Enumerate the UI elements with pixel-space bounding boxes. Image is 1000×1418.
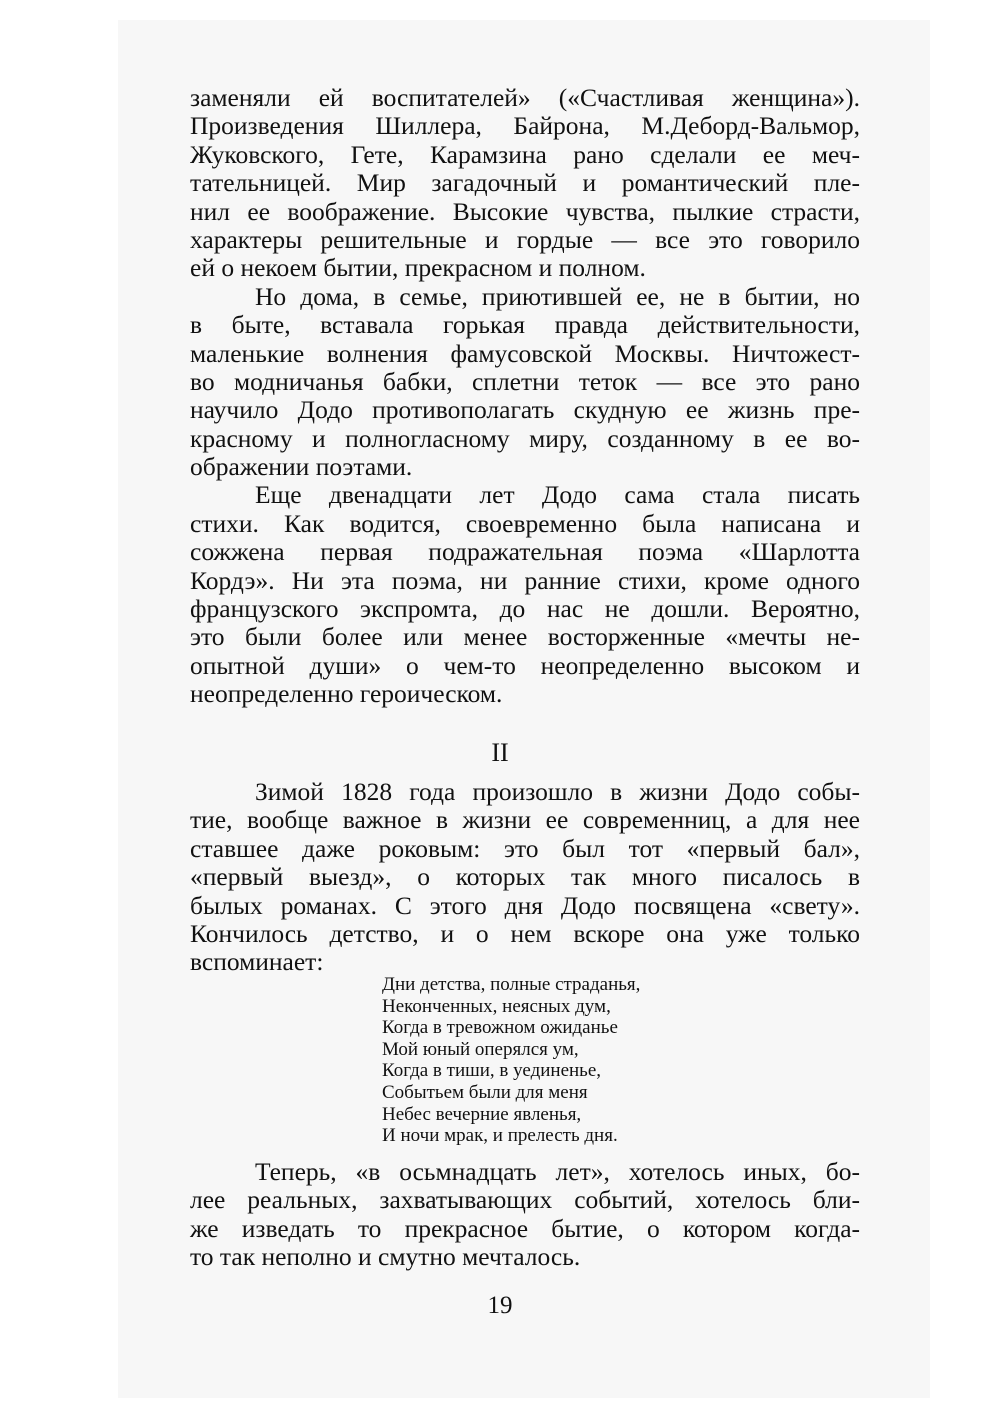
poem-quote — [382, 974, 640, 1147]
text-line: тательницей. Мир загадочный и романтический пле- — [190, 168, 860, 198]
text-line: Но дома, в семье, приютившей ее, не в бытии, но — [255, 281, 860, 311]
paragraph-1 — [190, 84, 860, 283]
poem-line: Дни детства, полные страданья, — [382, 974, 641, 995]
text-line: сожжена первая подражательная поэма «Шарлотта — [190, 537, 860, 567]
paragraph-3 — [190, 481, 860, 708]
poem-line: И ночи мрак, и прелесть дня. — [382, 1125, 618, 1147]
poem-line: Небес вечерние явленья, — [382, 1103, 582, 1125]
text-line: научило Додо противополагать скудную ее жизнь пре- — [190, 395, 860, 425]
paragraph-2 — [190, 283, 860, 482]
text-line: стихи. Как водится, своевременно была написана и — [190, 508, 860, 538]
text-line: ей о некоем бытии, прекрасном и полном. — [190, 253, 646, 283]
text-line: тие, вообще важное в жизни ее современниц, а для нее — [190, 805, 860, 835]
text-line: ставшее даже роковым: это был тот «первый бал», — [190, 833, 860, 863]
text-line: нил ее воображение. Высокие чувства, пылкие страсти, — [190, 196, 860, 226]
text-line: Зимой 1828 года произошло в жизни Додо собы- — [255, 777, 860, 806]
text-block-middle — [190, 778, 860, 977]
text-line: лее реальных, захватывающих событий, хотелось бли- — [190, 1185, 860, 1215]
text-line: Теперь, «в осьмнадцать лет», хотелось иных, бо- — [255, 1157, 860, 1186]
text-line: Еще двенадцати лет Додо сама стала писать — [255, 480, 860, 510]
text-line: характеры решительные и гордые — все это говорило — [190, 224, 860, 254]
text-line: же изведать то прекрасное бытие, о котором когда- — [190, 1213, 860, 1243]
text-line: в быте, вставала горькая правда действительности, — [190, 310, 860, 340]
text-line: былых романах. С этого дня Додо посвящена «свету». — [190, 890, 860, 920]
text-line: Кордэ». Ни эта поэма, ни ранние стихи, кроме одного — [190, 565, 860, 595]
text-line: Жуковского, Гете, Карамзина рано сделали ее меч- — [190, 139, 860, 169]
poem-line: Когда в тиши, в уединенье, — [382, 1060, 602, 1082]
text-line: французского экспромта, до нас не дошли. Вероятно, — [190, 594, 860, 624]
poem-line: Событьем были для меня — [382, 1081, 588, 1103]
paragraph-5 — [190, 1158, 860, 1272]
text-line: Произведения Шиллера, Байрона, М.Деборд-Вальмор, — [190, 111, 860, 141]
text-block-top — [190, 84, 860, 709]
poem-line: Когда в тревожном ожиданье — [382, 1017, 618, 1039]
text-block-bottom — [190, 1158, 860, 1272]
text-line: во модничанья бабки, сплетни теток — все это рано — [190, 366, 860, 396]
text-line: красному и полногласному миру, созданному в ее во- — [190, 423, 860, 453]
text-line: то так неполно и смутно мечталось. — [190, 1242, 581, 1272]
text-line: опытной души» о чем-то неопределенно высоком и — [190, 650, 860, 680]
text-line: это были более или менее восторженные «мечты не- — [190, 622, 860, 652]
page-number: 19 — [487, 1292, 513, 1319]
paragraph-4 — [190, 778, 860, 977]
text-line: заменяли ей воспитателей» («Счастливая женщина»). — [190, 83, 860, 112]
text-line: неопределенно героическом. — [190, 679, 503, 709]
text-line: Кончилось детство, и о нем вскоре она уже только — [190, 918, 860, 948]
poem-line: Неконченных, неясных дум, — [382, 995, 611, 1017]
section-heading: II — [491, 738, 509, 767]
poem-line: Мой юный оперялся ум, — [382, 1038, 579, 1060]
text-line: ображении поэтами. — [190, 452, 413, 482]
text-line: вспоминает: — [190, 947, 324, 977]
text-line: маленькие волнения фамусовской Москвы. Ничтожест- — [190, 338, 860, 368]
text-line: «первый выезд», о которых так много писалось в — [190, 862, 860, 892]
